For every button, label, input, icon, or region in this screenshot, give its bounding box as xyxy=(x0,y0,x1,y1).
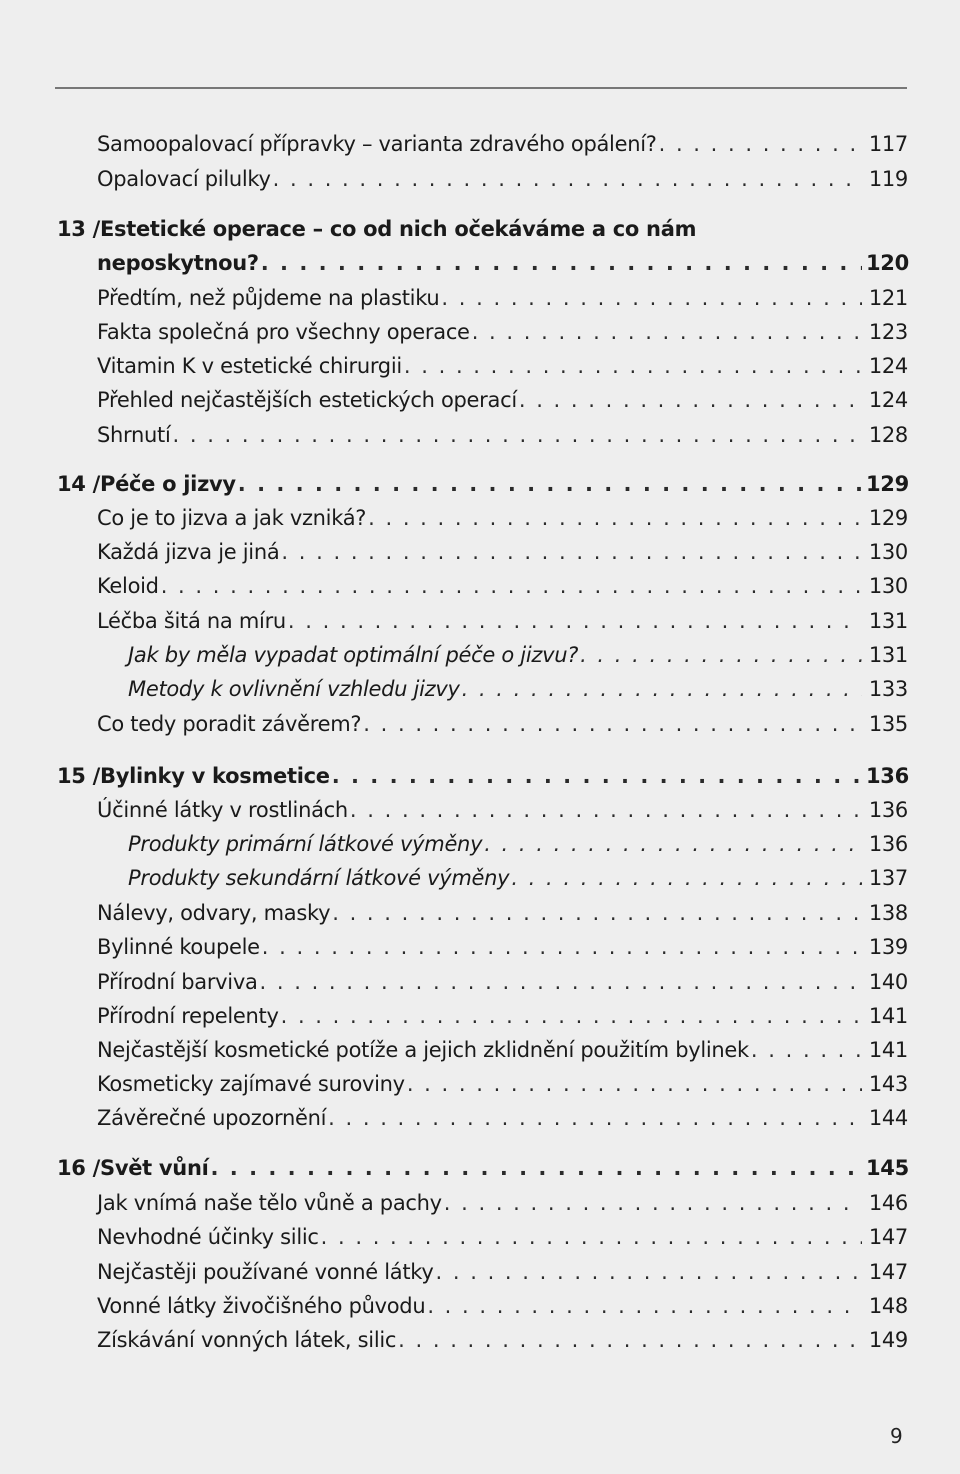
toc-entry[interactable] xyxy=(97,999,908,1033)
toc-entry-page: 141 xyxy=(868,1038,908,1062)
leader-dots xyxy=(444,1186,862,1220)
toc-entry[interactable] xyxy=(97,896,908,930)
leader-dots xyxy=(407,1067,862,1101)
toc-entry-title: Co je to jizva a jak vzniká? xyxy=(97,506,367,530)
toc-subentry[interactable] xyxy=(128,827,908,861)
toc-entry-page: 117 xyxy=(868,132,908,156)
leader-dots xyxy=(511,861,862,895)
leader-dots xyxy=(332,759,862,793)
toc-entry-page: 130 xyxy=(868,574,908,598)
toc-entry-page: 143 xyxy=(868,1072,908,1096)
chapter-title: 16 /Svět vůní xyxy=(57,1156,209,1180)
toc-entry[interactable] xyxy=(97,1323,908,1357)
toc-entry-title: Závěrečné upozornění xyxy=(97,1106,327,1130)
toc-entry-page: 124 xyxy=(868,354,908,378)
leader-dots xyxy=(288,604,862,638)
toc-subentry-title: Produkty primární látkové výměny xyxy=(128,832,483,856)
toc-entry[interactable] xyxy=(97,315,908,349)
toc-entry-title: Získávání vonných látek, silic xyxy=(97,1328,397,1352)
toc-subentry[interactable] xyxy=(128,861,908,895)
leader-dots xyxy=(321,1220,862,1254)
toc-entry-title: Přírodní repelenty xyxy=(97,1004,279,1028)
toc-entry-title: Bylinné koupele xyxy=(97,935,260,959)
toc-entry-page: 129 xyxy=(868,506,908,530)
toc-entry-title: Fakta společná pro všechny operace xyxy=(97,320,470,344)
toc-subentry-page: 136 xyxy=(868,832,908,856)
toc-entry-page: 146 xyxy=(868,1191,908,1215)
leader-dots xyxy=(328,1101,862,1135)
leader-dots xyxy=(161,569,862,603)
chapter-15-heading[interactable] xyxy=(57,759,908,793)
toc-entry-title: Nejčastější kosmetické potíže a jejich zklidnění použitím bylinek xyxy=(97,1038,749,1062)
toc-entry[interactable] xyxy=(97,349,908,383)
toc-entry-page: 130 xyxy=(868,540,908,564)
leader-dots xyxy=(281,999,862,1033)
toc-entry-title: Opalovací pilulky xyxy=(97,167,271,191)
toc-entry[interactable] xyxy=(97,793,908,827)
toc-entry-title: Předtím, než půjdeme na plastiku xyxy=(97,286,440,310)
toc-subentry-page: 133 xyxy=(868,677,908,701)
leader-dots xyxy=(404,349,862,383)
toc-entry-page: 123 xyxy=(868,320,908,344)
page-number: 9 xyxy=(890,1424,903,1448)
toc-entry-page: 148 xyxy=(868,1294,908,1318)
leader-dots xyxy=(173,418,863,452)
leader-dots xyxy=(262,930,862,964)
leader-dots xyxy=(260,965,862,999)
leader-dots xyxy=(462,672,862,706)
leader-dots xyxy=(281,535,862,569)
toc-entry-page: 121 xyxy=(868,286,908,310)
toc-entry-title: Jak vnímá naše tělo vůně a pachy xyxy=(97,1191,442,1215)
leader-dots xyxy=(261,246,862,280)
toc-entry-title: Samoopalovací přípravky – varianta zdravého opálení? xyxy=(97,132,657,156)
toc-entry-page: 138 xyxy=(868,901,908,925)
chapter-14-heading[interactable] xyxy=(57,467,908,501)
chapter-16-heading[interactable] xyxy=(57,1151,908,1185)
toc-entry-page: 140 xyxy=(868,970,908,994)
leader-dots xyxy=(436,1255,862,1289)
toc-entry[interactable] xyxy=(97,930,908,964)
toc-entry-page: 147 xyxy=(868,1260,908,1284)
leader-dots xyxy=(363,707,862,741)
toc-entry[interactable] xyxy=(97,965,908,999)
toc-subentry-title: Produkty sekundární látkové výměny xyxy=(128,866,510,890)
leader-dots xyxy=(368,501,862,535)
toc-entry[interactable] xyxy=(97,535,908,569)
toc-entry-title: Nejčastěji používané vonné látky xyxy=(97,1260,434,1284)
toc-entry-page: 128 xyxy=(868,423,908,447)
toc-entry[interactable] xyxy=(97,707,908,741)
chapter-page: 145 xyxy=(866,1156,909,1180)
chapter-13-heading-cont[interactable] xyxy=(97,246,908,280)
toc-subentry-title: Jak by měla vypadat optimální péče o jizvu? xyxy=(128,643,579,667)
toc-entry-title: Účinné látky v rostlinách xyxy=(97,798,348,822)
toc-entry[interactable] xyxy=(97,569,908,603)
toc-entry[interactable] xyxy=(97,604,908,638)
header-rule xyxy=(55,87,907,89)
toc-entry-title: Shrnutí xyxy=(97,423,171,447)
toc-entry[interactable] xyxy=(97,1255,908,1289)
toc-entry-page: 136 xyxy=(868,798,908,822)
toc-entry-title: Co tedy poradit závěrem? xyxy=(97,712,362,736)
toc-entry-page: 139 xyxy=(868,935,908,959)
toc-subentry[interactable] xyxy=(128,638,908,672)
toc-entry-page: 141 xyxy=(868,1004,908,1028)
toc-entry-title: Keloid xyxy=(97,574,159,598)
toc-entry[interactable] xyxy=(97,281,908,315)
toc-entry-title: Vitamin K v estetické chirurgii xyxy=(97,354,402,378)
leader-dots xyxy=(659,127,862,161)
leader-dots xyxy=(273,162,862,196)
toc-entry-title: Vonné látky živočišného původu xyxy=(97,1294,426,1318)
toc-subentry-page: 137 xyxy=(868,866,908,890)
leader-dots xyxy=(427,1289,862,1323)
leader-dots xyxy=(441,281,862,315)
toc-entry[interactable] xyxy=(97,1067,908,1101)
toc-subentry-title: Metody k ovlivnění vzhledu jizvy xyxy=(128,677,460,701)
toc-entry[interactable] xyxy=(97,501,908,535)
chapter-title: neposkytnou? xyxy=(97,251,259,275)
toc-entry[interactable] xyxy=(97,1186,908,1220)
toc-entry-page: 149 xyxy=(868,1328,908,1352)
toc-subentry[interactable] xyxy=(128,672,908,706)
toc-entry[interactable] xyxy=(97,1289,908,1323)
toc-entry-page: 131 xyxy=(868,609,908,633)
leader-dots xyxy=(350,793,862,827)
leader-dots xyxy=(519,383,862,417)
chapter-page: 120 xyxy=(866,251,909,275)
toc-entry-title: Každá jizva je jiná xyxy=(97,540,280,564)
chapter-page: 136 xyxy=(866,764,909,788)
leader-dots xyxy=(332,896,862,930)
leader-dots xyxy=(398,1323,862,1357)
toc-entry-page: 119 xyxy=(868,167,908,191)
toc-entry-title: Nevhodné účinky silic xyxy=(97,1225,319,1249)
toc-entry-page: 135 xyxy=(868,712,908,736)
chapter-title: 14 /Péče o jizvy xyxy=(57,472,236,496)
toc-entry-title: Přehled nejčastějších estetických operací xyxy=(97,388,517,412)
toc-entry-title: Nálevy, odvary, masky xyxy=(97,901,331,925)
toc-subentry-page: 131 xyxy=(868,643,908,667)
toc-entry-page: 147 xyxy=(868,1225,908,1249)
toc-entry[interactable] xyxy=(97,162,908,196)
toc-entry[interactable] xyxy=(97,1220,908,1254)
leader-dots xyxy=(472,315,862,349)
leader-dots xyxy=(580,638,862,672)
toc-entry-title: Léčba šitá na míru xyxy=(97,609,286,633)
toc-entry[interactable] xyxy=(97,383,908,417)
toc-entry-page: 124 xyxy=(868,388,908,412)
leader-dots xyxy=(484,827,862,861)
chapter-page: 129 xyxy=(866,472,909,496)
toc-entry-title: Přírodní barviva xyxy=(97,970,258,994)
toc-entry[interactable] xyxy=(97,1033,908,1067)
chapter-13-heading[interactable]: 13 /Estetické operace – co od nich očekáváme a co nám xyxy=(57,217,697,241)
leader-dots xyxy=(211,1151,863,1185)
toc-entry-page: 144 xyxy=(868,1106,908,1130)
leader-dots xyxy=(238,467,862,501)
leader-dots xyxy=(751,1033,862,1067)
chapter-title: 15 /Bylinky v kosmetice xyxy=(57,764,330,788)
toc-entry-title: Kosmeticky zajímavé suroviny xyxy=(97,1072,405,1096)
toc-entry[interactable] xyxy=(97,1101,908,1135)
toc-entry[interactable] xyxy=(97,127,908,161)
toc-entry[interactable] xyxy=(97,418,908,452)
